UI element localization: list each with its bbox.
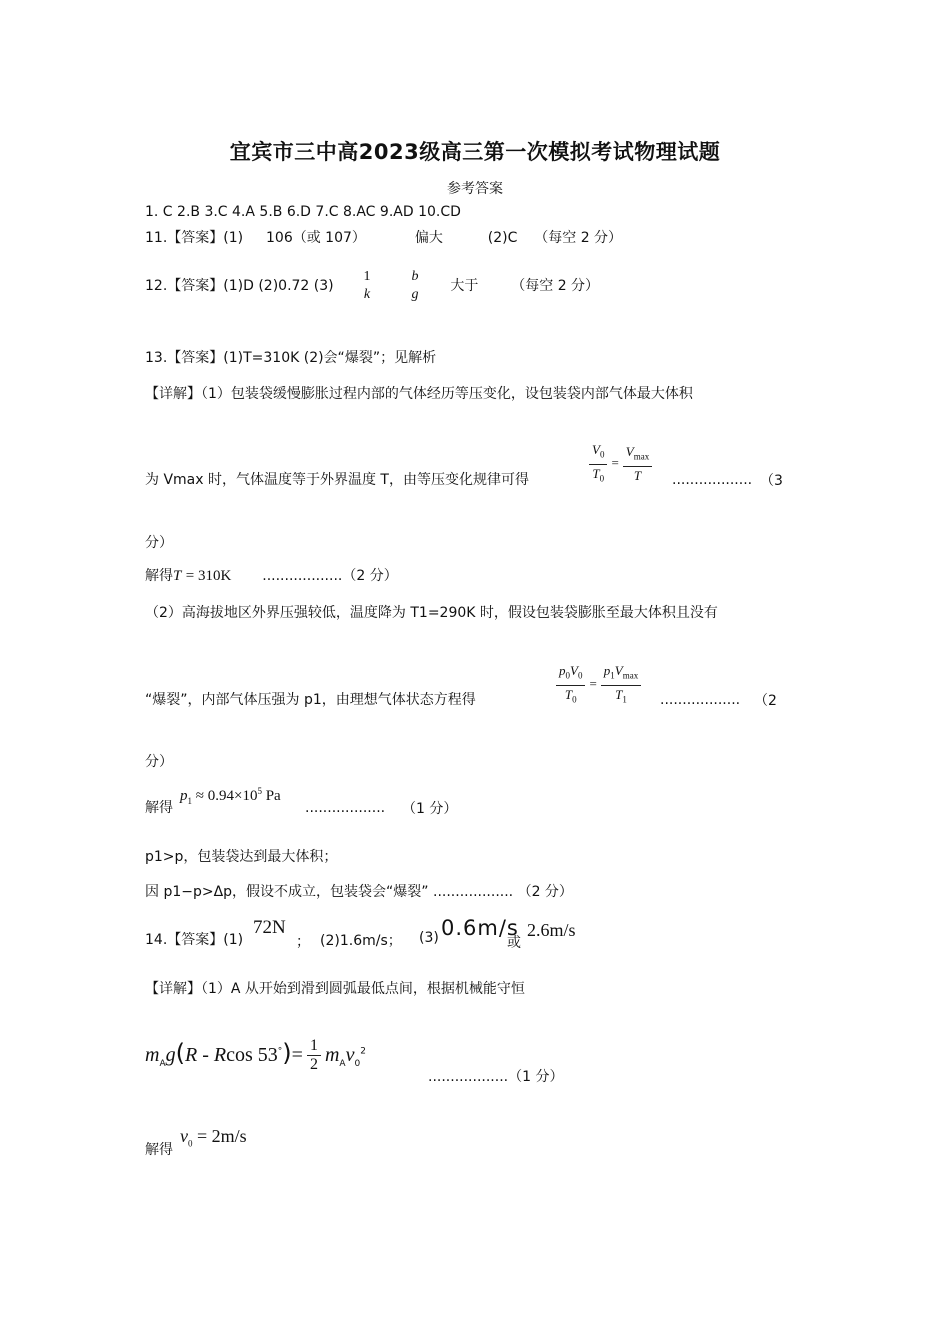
q13-conclusion: 因 p1−p>Δp，假设不成立，包装袋会“爆裂” .................. （2 分） <box>145 884 573 900</box>
q13-detail-2: （2）高海拔地区外界压强较低，温度降为 T1=290K 时，假设包装袋膨胀至最大体积且没有 <box>145 605 718 621</box>
q14-solve-value: = 2m/s <box>197 1126 247 1146</box>
q13-solve-2-prefix: 解得 <box>145 800 173 816</box>
q11-score: （每空 2 分） <box>534 230 623 246</box>
q13-equation-2: $\frac{p_0V_0}{T_0}$ = $\frac{p_1V_{max}}{T_1}$ <box>552 663 645 707</box>
q12-answer-b: 大于 <box>450 278 479 294</box>
q13-score-2b: （2 <box>754 693 777 709</box>
q14-line <box>145 930 243 950</box>
q13-equation-1: $\frac{V_0}{T_0}$ = $\frac{V_{max}}{T}$ <box>585 442 656 486</box>
q12-f1-num: 1 <box>363 269 371 284</box>
q13-score-3: （3 <box>760 473 783 489</box>
q13-score-2a: ..................（2 分） <box>262 568 398 584</box>
q13-answer: 13.【答案】(1)T=310K (2)会“爆裂”；见解析 <box>145 350 437 366</box>
q13-solve-1-eq: = 310K <box>185 568 232 584</box>
q12-fraction-1 <box>361 269 374 303</box>
q14-answer-c1: 0.6m/s <box>441 916 519 940</box>
q14-answer-b: (2)1.6m/s； <box>320 933 402 949</box>
q11-answer-c: (2)C <box>487 230 518 246</box>
q12-score: （每空 2 分） <box>511 278 600 294</box>
q14-or: 或 <box>507 935 521 951</box>
q13-dots-1: .................. <box>672 472 753 488</box>
q13-solve-2-value: ≈ 0.94×10 <box>195 788 258 804</box>
q14-eq-score: ..................（1 分） <box>428 1069 564 1085</box>
q14-solve-prefix: 解得 <box>145 1142 173 1158</box>
q12-line <box>145 264 599 308</box>
q14-equation: $m_Ag(R$ - Rcos 53°)= $\frac{1}{2}$ $m_Av_0^2$ <box>145 1037 366 1073</box>
q13-dots-3: .................. <box>305 800 386 816</box>
q14-answer-a: 72N <box>253 917 286 938</box>
q14-prefix: 14.【答案】(1) <box>145 932 244 948</box>
q13-solve-1-var: T <box>173 568 182 584</box>
q13-solve-2-exp: 5 <box>257 786 262 796</box>
q14-sep: ； <box>296 934 310 950</box>
q13-line-4 <box>145 690 476 710</box>
q13-line-2-text: 为 Vmax 时，气体温度等于外界温度 T，由等压变化规律可得 <box>145 472 529 488</box>
q11-prefix: 11.【答案】(1) <box>145 230 244 246</box>
page-title: 宜宾市三中高2023级高三第一次模拟考试物理试题 <box>229 140 721 164</box>
q11-line <box>145 228 622 248</box>
q13-p1-line: p1>p，包装袋达到最大体积； <box>145 849 338 865</box>
q12-f2-den: g <box>411 287 419 302</box>
q13-solve-1-prefix: 解得 <box>145 568 173 584</box>
q14-answer-c-prefix: (3) <box>419 930 439 946</box>
page-subtitle: 参考答案 <box>447 181 503 197</box>
q13-solve-2-unit: Pa <box>265 788 281 804</box>
q12-fraction-2 <box>408 269 421 303</box>
q12-f1-den: k <box>363 287 371 302</box>
q13-fen-1: 分） <box>145 535 173 551</box>
q14-answer-c2: 2.6m/s <box>527 920 576 940</box>
q14-detail: 【详解】（1）A 从开始到滑到圆弧最低点间，根据机械能守恒 <box>145 981 525 997</box>
q13-solve-1 <box>145 566 398 586</box>
q12-prefix: 12.【答案】(1)D (2)0.72 (3) <box>145 278 334 294</box>
q13-fen-2: 分） <box>145 754 173 770</box>
q11-answer-b: 偏大 <box>414 230 443 246</box>
q13-score-1: （1 分） <box>402 801 458 817</box>
q13-solve-2-eq: $p_1 \approx 0.94\times 10^5$ Pa <box>180 786 281 806</box>
q12-f2-num: b <box>411 269 419 284</box>
q13-dots-2: .................. <box>660 692 741 708</box>
q13-solve-2 <box>145 798 173 818</box>
answers-1-10: 1. C 2.B 3.C 4.A 5.B 6.D 7.C 8.AC 9.AD 10.CD <box>145 204 461 220</box>
q13-line-4-text: “爆裂”，内部气体压强为 p1，由理想气体状态方程得 <box>145 692 476 708</box>
q14-solve <box>145 1140 173 1160</box>
q14-solve-eq: $v_0 = 2m/s$ <box>180 1126 247 1149</box>
q13-line-2 <box>145 470 529 490</box>
q13-detail-1: 【详解】（1）包装袋缓慢膨胀过程内部的气体经历等压变化，设包装袋内部气体最大体积 <box>145 386 693 402</box>
q11-answer-a: 106（或 107） <box>266 230 366 246</box>
